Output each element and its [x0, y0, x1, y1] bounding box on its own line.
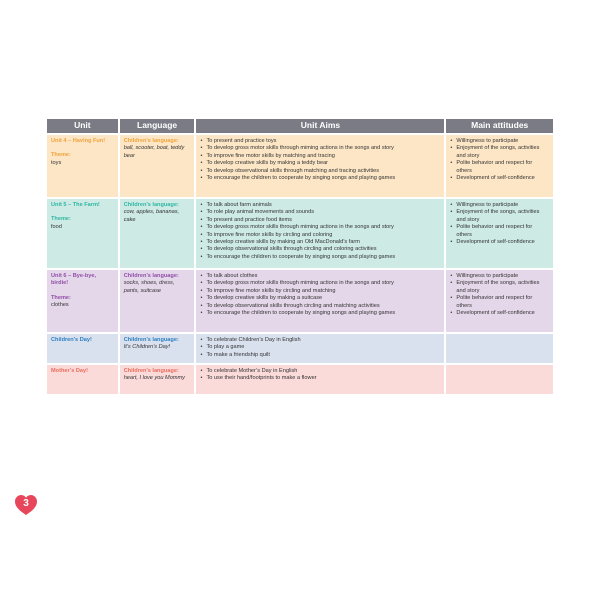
list-item: • Willingness to participate	[450, 273, 549, 280]
list-item: • Enjoyment of the songs, activities and story	[450, 280, 549, 295]
list-item: • To develop observational skills through circling and coloring activities	[200, 246, 440, 253]
list-item: • To develop observational skills through matching and tracing activities	[200, 168, 440, 175]
list-item: • To develop creative skills by making a suitcase	[200, 295, 440, 302]
list-item: • To improve fine motor skills by matching and tracing	[200, 153, 440, 160]
table-row	[47, 365, 553, 394]
list-item: • To develop gross motor skills through miming actions in the songs and story	[200, 145, 440, 152]
list-item: • To improve fine motor skills by circling and matching	[200, 288, 440, 295]
language-cell	[120, 365, 195, 394]
list-item: • To talk about clothes	[200, 273, 440, 280]
curriculum-table	[45, 117, 555, 396]
unit-cell	[47, 365, 118, 394]
header-language: Language	[120, 119, 195, 133]
list-item: • Polite behavior and respect for others	[450, 295, 549, 310]
list-item: • To play a game	[200, 344, 440, 351]
language-cell	[120, 334, 195, 363]
list-item: • To develop gross motor skills through miming actions in the songs and story	[200, 224, 440, 231]
list-item: • To present and practice food items	[200, 217, 440, 224]
list-item: • Willingness to participate	[450, 138, 549, 145]
language-value: cow, apples, bananas, cake	[123, 209, 180, 223]
list-item: • Enjoyment of the songs, activities and story	[450, 145, 549, 160]
unit-cell	[47, 135, 118, 197]
list-item: • To use their hand/footprints to make a flower	[200, 375, 440, 382]
list-item: • Polite behavior and respect for others	[450, 224, 549, 239]
language-cell	[120, 270, 195, 332]
attitudes-cell	[446, 199, 553, 268]
page-number: 3	[23, 498, 29, 509]
aims-cell	[196, 270, 444, 332]
attitudes-cell	[446, 365, 553, 394]
aims-cell	[196, 334, 444, 363]
table-row	[47, 199, 553, 268]
list-item: • To celebrate Children’s Day in English	[200, 337, 440, 344]
theme-label: Theme:	[51, 152, 71, 159]
list-item: • To develop gross motor skills through miming actions in the songs and story	[200, 280, 440, 287]
attitudes-cell	[446, 270, 553, 332]
list-item: • To improve fine motor skills by circling and coloring	[200, 232, 440, 239]
language-label: Children’s language:	[123, 337, 179, 343]
list-item: • To encourage the children to cooperate by singing songs and playing games	[200, 254, 440, 261]
list-item: • Willingness to participate	[450, 202, 549, 209]
unit-cell	[47, 199, 118, 268]
list-item: • To celebrate Mother’s Day in English	[200, 368, 440, 375]
list-item: • To present and practice toys	[200, 138, 440, 145]
list-item: • To develop observational skills through circling and matching activities	[200, 303, 440, 310]
list-item: • To encourage the children to cooperate by singing songs and playing games	[200, 175, 440, 182]
list-item: • Development of self-confidence	[450, 310, 549, 317]
language-cell	[120, 135, 195, 197]
table-row	[47, 135, 553, 197]
list-item: • Enjoyment of the songs, activities and story	[450, 209, 549, 224]
table-header-row	[47, 119, 553, 133]
theme-label: Theme:	[51, 294, 71, 301]
unit-title: Unit 5 – The Farm!	[51, 202, 100, 208]
language-value: socks, shoes, dress, pants, suitcase	[123, 280, 175, 294]
aims-cell	[196, 365, 444, 394]
unit-cell	[47, 270, 118, 332]
header-unit-aims: Unit Aims	[196, 119, 444, 133]
theme-value: toys	[51, 159, 62, 166]
language-value: heart, I love you Mommy	[123, 375, 185, 382]
table-row	[47, 334, 553, 363]
list-item: • To make a friendship quilt	[200, 352, 440, 359]
header-main-attitudes: Main attitudes	[446, 119, 553, 133]
table-row	[47, 270, 553, 332]
theme-value: food	[51, 223, 62, 230]
unit-cell	[47, 334, 118, 363]
list-item: • To encourage the children to cooperate by singing songs and playing games	[200, 310, 440, 317]
language-label: Children’s language:	[123, 273, 179, 279]
language-value: ball, scooter, boat, teddy bear	[123, 145, 185, 159]
attitudes-cell	[446, 135, 553, 197]
language-value: It’s Children’s Day!	[123, 344, 171, 351]
theme-value: clothes	[51, 302, 69, 309]
list-item: • Polite behavior and respect for others	[450, 160, 549, 175]
list-item: • Development of self-confidence	[450, 239, 549, 246]
attitudes-cell	[446, 334, 553, 363]
language-label: Children’s language:	[123, 202, 179, 208]
language-cell	[120, 199, 195, 268]
unit-title: Mother’s Day!	[51, 368, 88, 374]
list-item: • To develop creative skills by making a teddy bear	[200, 160, 440, 167]
list-item: • Development of self-confidence	[450, 175, 549, 182]
aims-cell	[196, 135, 444, 197]
list-item: • To role play animal movements and sounds	[200, 209, 440, 216]
header-unit: Unit	[47, 119, 118, 133]
unit-title: Children’s Day!	[51, 337, 92, 343]
unit-title: Unit 4 – Having Fun!	[51, 138, 106, 144]
language-label: Children’s language:	[123, 138, 179, 144]
theme-label: Theme:	[51, 216, 71, 223]
unit-title: Unit 6 – Bye-bye, birdie!	[51, 273, 97, 287]
list-item: • To talk about farm animals	[200, 202, 440, 209]
language-label: Children’s language:	[123, 368, 179, 374]
aims-cell	[196, 199, 444, 268]
list-item: • To develop creative skills by making an Old MacDonald’s farm	[200, 239, 440, 246]
